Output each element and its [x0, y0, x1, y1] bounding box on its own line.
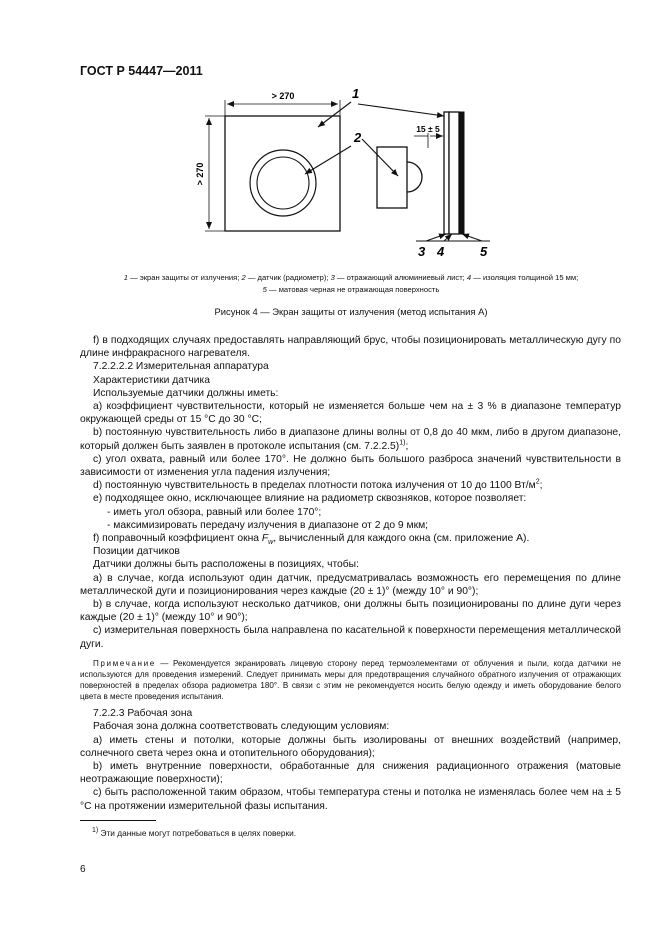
insulation-layer: [449, 112, 459, 234]
item-position-c: с) измерительная поверхность была направлена по касательной к поверхности перемещения металлической дуги.: [80, 625, 621, 650]
note-label: Примечание: [93, 658, 156, 668]
callout-1: 1: [352, 86, 360, 101]
radiometer-body: [377, 147, 407, 208]
item-position-b: b) в случае, когда используют несколько датчиков, они должны быть позиционированы по длине дуги через каждые (20 ± 1)° (между 10° и 90°);: [80, 599, 621, 624]
paragraph-work-zone-must: Рабочая зона должна соответствовать следующим условиям:: [93, 721, 390, 733]
shield-screen: [225, 116, 340, 231]
heading-work-zone: 7.2.2.3 Рабочая зона: [93, 708, 193, 720]
item-c-angle: с) угол охвата, равный или более 170°. Не должно быть большого разброса значений чувствительности в зависимости от изменения угла падения излучения;: [80, 453, 621, 479]
figure-caption: Рисунок 4 — Экран защиты от излучения (метод испытания А): [214, 306, 488, 317]
item-a-sensitivity: а) коэффициент чувствительности, который не изменяется больше чем на ± 3 % в диапазоне температур окружающей среды от 15 °С до 30 °С;: [80, 401, 621, 426]
width-dimension-label: > 270: [271, 91, 295, 101]
radiometer-dome: [407, 162, 422, 192]
note-paragraph: Примечание — Рекомендуется экранировать лицевую сторону перед термоэлементами от облучения и пыли, когда датчики не используются для проведения измерений. Следует принимать меры для предотвращения случайного обратного излучения от отражающих поверхностей в пределах обзора радиометра 180°. В связи с этим не рекомендуется носить белую одежду и иметь оборудование белого цвета в месте проведения испытания.: [80, 658, 621, 702]
item-f-correction: f) поправочный коэффициент окна $F_w$, вычисленный для каждого окна (см. приложение А).: [93, 533, 530, 547]
callout-2: 2: [354, 130, 362, 145]
item-position-a: а) в случае, когда используют один датчик, предусматривалась возможность его перемещения по длине металлической дуги и позиционирования через каждые (20 ± 1)° (между 10° и 90°);: [80, 572, 621, 597]
item-work-c: с) быть расположенной таким образом, чтобы температура стены и потолка не изменялась более чем на ± 5 °С на протяжении измерительной фазы испытания.: [80, 787, 621, 812]
footnote-rule: [80, 820, 156, 821]
item-b-wavelength: b) постоянную чувствительность либо в диапазоне длины волны от 0,8 до 40 мкм, либо в другом диапазоне, который должен быть заявлен в протоколе испытания (см. 7.2.2.5)$^{1)}$;: [80, 427, 621, 452]
height-dimension-label: > 270: [195, 162, 205, 186]
item-e-sub-1: - иметь угол обзора, равный или более 170°;: [107, 506, 322, 518]
figure-legend: 1 — экран защиты от излучения; 2 — датчик (радиометр); 3 — отражающий алюминиевый лист; 4 — изоляция толщиной 15 мм; 5 — матовая черная не отражающая поверхность: [123, 273, 579, 294]
callout-4: 4: [437, 244, 445, 259]
heading-measuring-apparatus: 7.2.2.2.2 Измерительная аппаратура: [93, 361, 269, 373]
sensor-ring-outer: [250, 150, 316, 216]
radiation-shield-figure: [0, 0, 661, 270]
callout-3: 3: [418, 244, 426, 259]
footnote: $^{1)}$ Эти данные могут потребоваться в целях поверки.: [92, 827, 297, 838]
paragraph-sensors-must: Используемые датчики должны иметь:: [93, 387, 279, 399]
heading-sensor-positions: Позиции датчиков: [93, 546, 180, 558]
item-d-flux: d) постоянную чувствительность в пределах плотности потока излучения от 10 до 1100 $Вт/м^2$;: [93, 478, 543, 492]
gap-dimension-label: 15 ± 5: [416, 124, 440, 134]
item-e-sub-2: - максимизировать передачу излучения в диапазоне от 2 до 9 мкм;: [107, 519, 429, 531]
matte-black-surface: [459, 112, 464, 234]
item-work-b: b) иметь внутренние поверхности, обработанные для снижения радиационного отражения (матовые неотражающие поверхности);: [80, 761, 621, 786]
aluminium-sheet: [444, 112, 449, 234]
sensor-ring-inner: [257, 157, 309, 209]
document-header: ГОСТ Р 54447—2011: [80, 64, 203, 78]
callout-5: 5: [480, 244, 488, 259]
page-number: 6: [80, 864, 86, 875]
paragraph-positions-must: Датчики должны быть расположены в позициях, чтобы:: [93, 559, 359, 571]
heading-sensor-characteristics: Характеристики датчика: [93, 374, 211, 386]
document-body: [80, 334, 621, 813]
paragraph-guide-bar: f) в подходящих случаях предоставлять направляющий брус, чтобы позиционировать металлическую дугу по длине инфракрасного нагревателя.: [80, 335, 621, 360]
item-e-window: е) подходящее окно, исключающее влияние на радиометр сквозняков, которое позволяет:: [93, 493, 527, 505]
item-work-a: а) иметь стены и потолки, которые должны быть изолированы от внешних воздействий (например, солнечного света через окна и отопительного оборудования);: [80, 734, 621, 759]
